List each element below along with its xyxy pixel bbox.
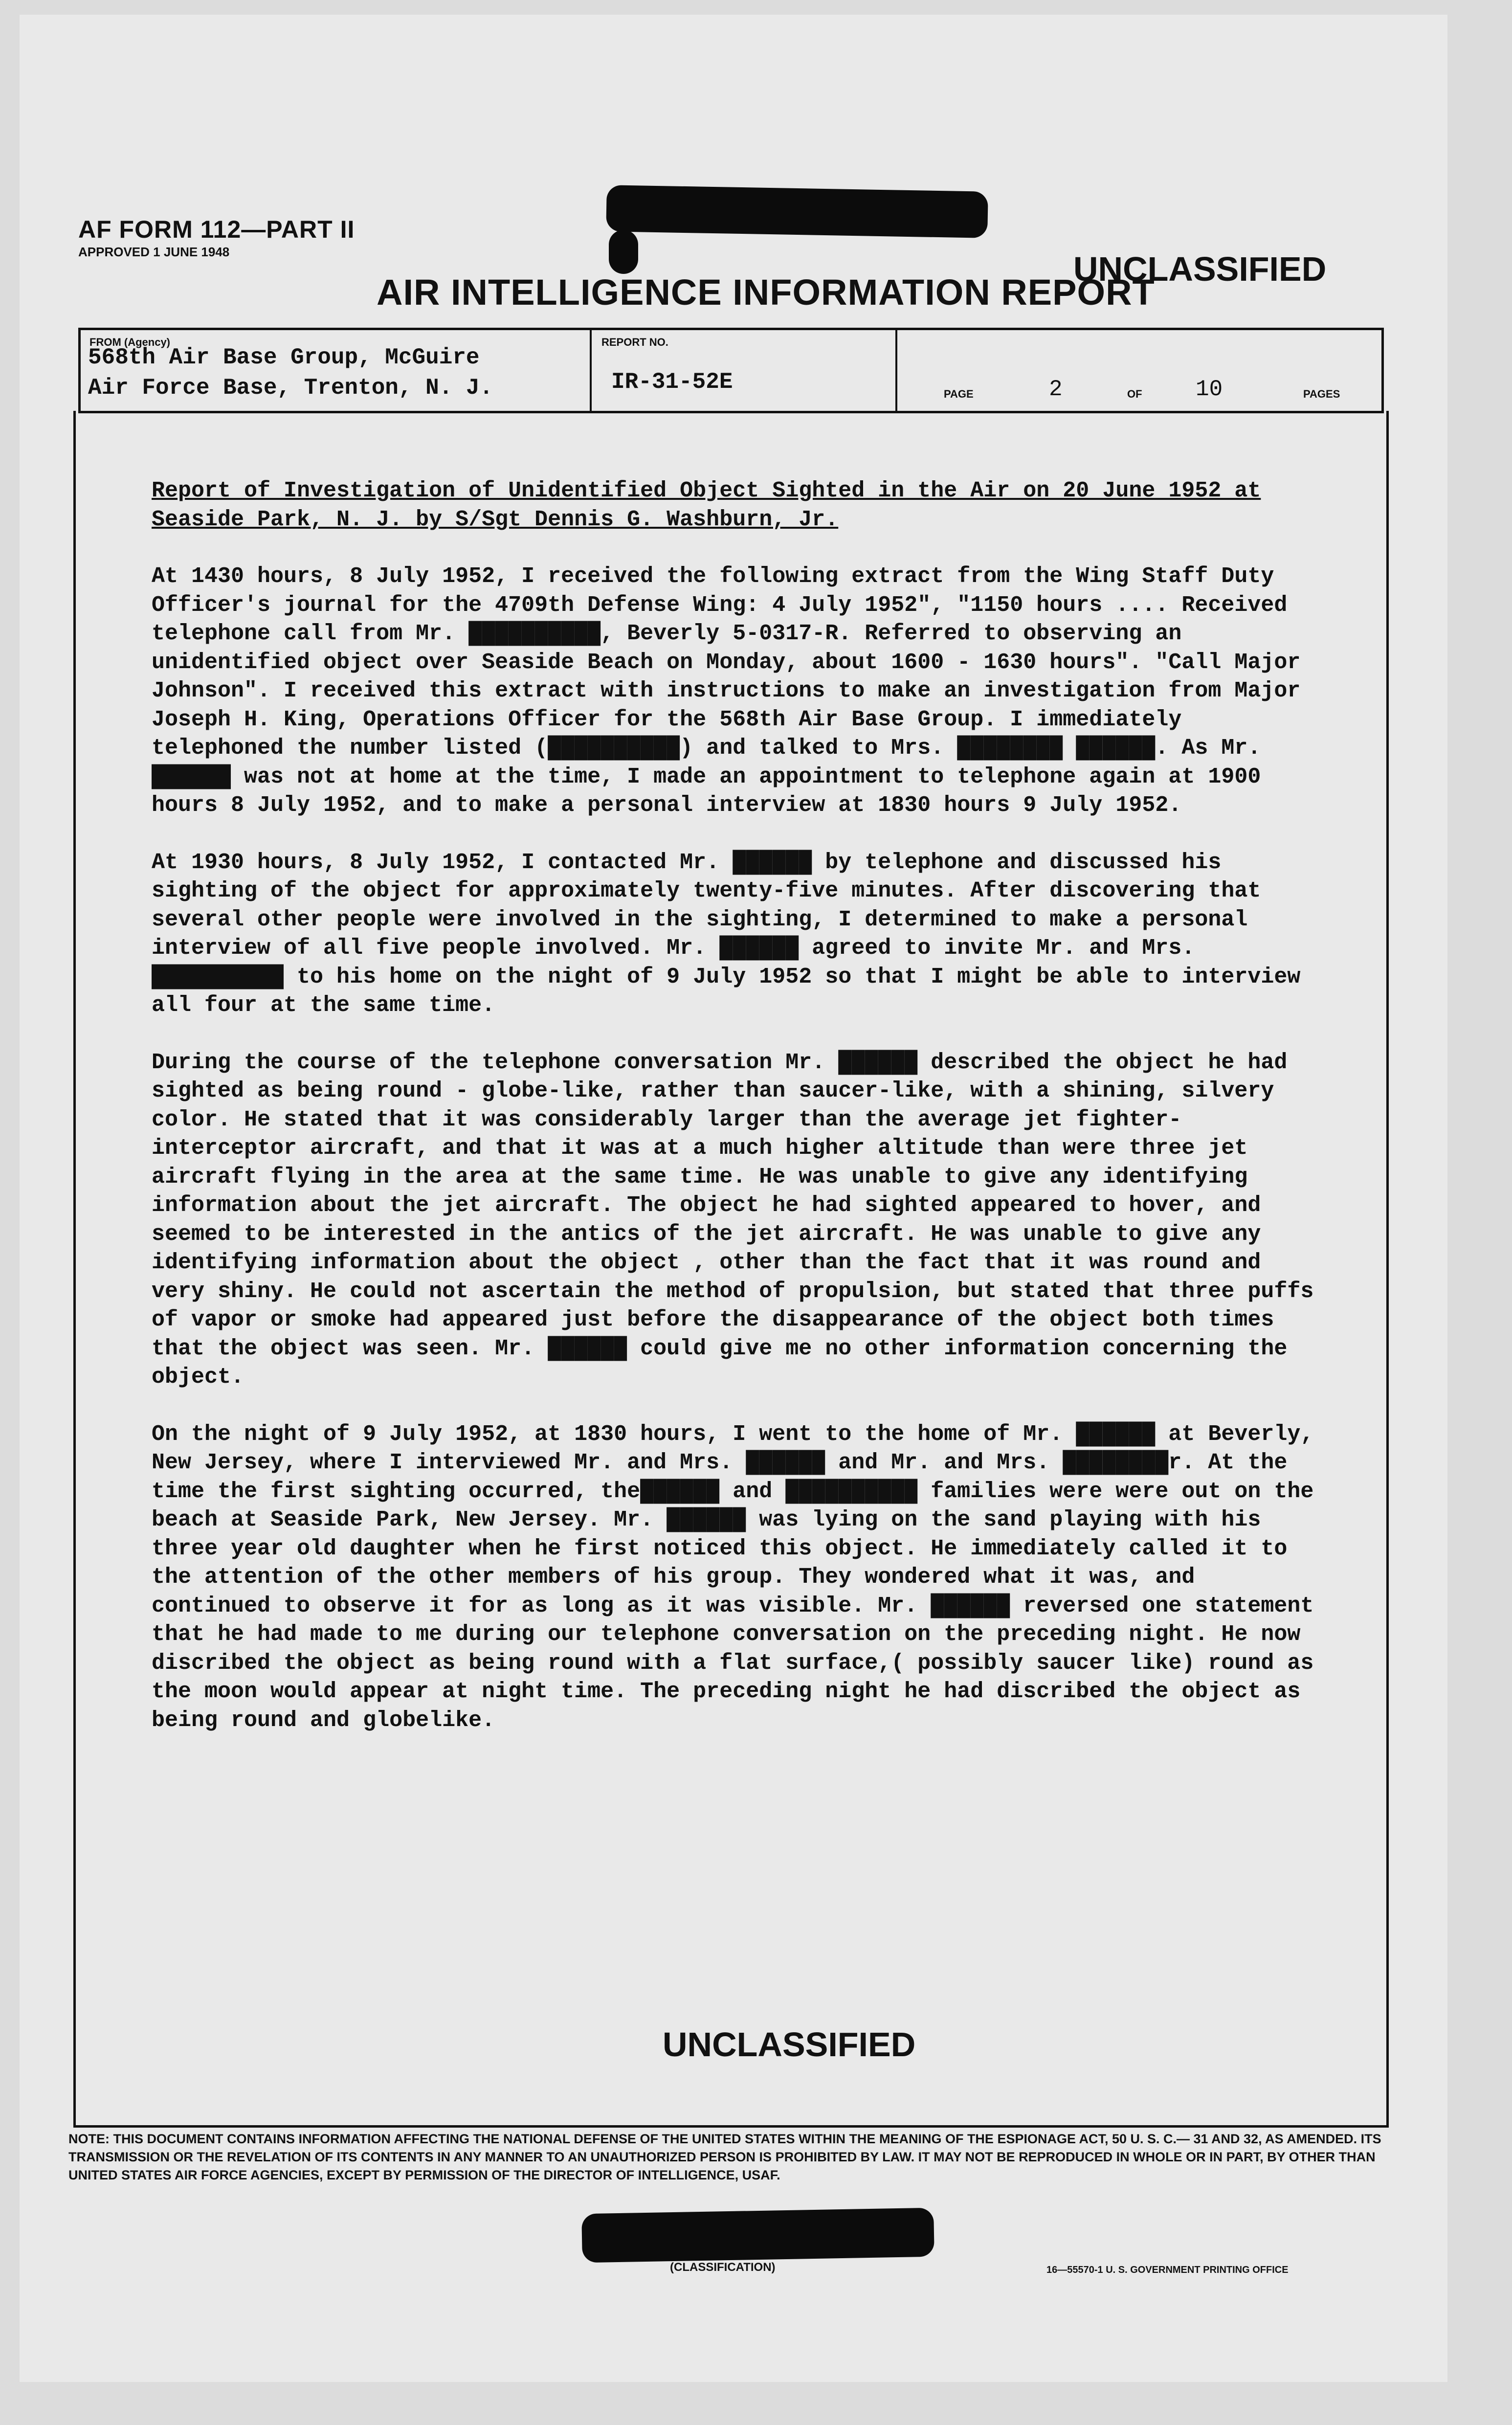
page-label: PAGE	[944, 388, 974, 400]
redaction-top-stamp	[606, 185, 988, 238]
of-label: OF	[1127, 388, 1142, 400]
form-approved-date: APPROVED 1 JUNE 1948	[78, 245, 230, 259]
form-identifier	[78, 215, 355, 260]
from-line-2: Air Force Base, Trenton, N. J.	[88, 375, 493, 401]
pages-label: PAGES	[1303, 388, 1340, 400]
page-number: 2	[1049, 377, 1063, 402]
report-heading: Report of Investigation of Unidentified Object Sighted in the Air on 20 June 1952 at Seaside Park, N. J. by S/Sgt Dennis G. Washburn, Jr.	[152, 478, 1261, 532]
printer-line: 16—55570-1 U. S. GOVERNMENT PRINTING OFFICE	[1046, 2265, 1289, 2275]
body-paragraph-3: During the course of the telephone conversation Mr. ██████ described the object he had sighted as being round - globe-like, rather than saucer-like, with a shining, silvery color. He stated that it was considerably larger than the average jet fighter-interceptor aircraft, and that it was at a much higher altitude than were three jet aircraft flying in the area at the same time. He was unable to give any identifying information about the jet aircraft. The object he had sighted appeared to hover, and seemed to be interested in the antics of the jet aircraft. He was unable to give any identifying information about the object , other than the fact that it was round and very shiny. He could not ascertain the method of propulsion, but stated that three puffs of vapor or smoke had appeared just before the disappearance of the object both times that the object was seen. Mr. ██████ could give me no other information concerning the object.	[152, 1050, 1314, 1390]
report-no-cell	[592, 330, 897, 411]
from-label: FROM (Agency)	[89, 336, 170, 348]
body-paragraph-4: On the night of 9 July 1952, at 1830 hours, I went to the home of Mr. ██████ at Beverly, New Jersey, where I interviewed Mr. and Mrs. ██████ and Mr. and Mrs. ████████r. At the time the first sighting occurred, the██████ and ██████████ families were were out on the beach at Seaside Park, New Jersey. Mr. ██████ was lying on the sand playing with his three year old daughter when he first noticed this object. He immediately called it to the attention of the other members of his group. They wondered what it was, and continued to observe it for as long as it was visible. Mr. ██████ reversed one statement that he had made to me during our telephone conversation on the preceding night. He now discribed the object as being round with a flat surface,( possibly saucer like) round as the moon would appear at night time. The preceding night he had discribed the object as being round and globelike.	[152, 1421, 1314, 1733]
classification-label: (CLASSIFICATION)	[670, 2261, 776, 2274]
report-header	[78, 328, 1384, 413]
report-body	[152, 477, 1315, 1763]
espionage-act-note: NOTE: THIS DOCUMENT CONTAINS INFORMATION AFFECTING THE NATIONAL DEFENSE OF THE UNITED STATES WITHIN THE MEANING OF THE ESPIONAGE ACT, 50 U. S. C.— 31 AND 32, AS AMENDED. ITS TRANSMISSION OR THE REVELATION OF ITS CONTENTS IN ANY MANNER TO AN UNAUTHORIZED PERSON IS PROHIBITED BY LAW. IT MAY NOT BE REPRODUCED IN WHOLE OR IN PART, BY OTHER THAN UNITED STATES AIR FORCE AGENCIES, EXCEPT BY PERMISSION OF THE DIRECTOR OF INTELLIGENCE, USAF.	[68, 2132, 1381, 2182]
redaction-top-stamp-tail	[609, 230, 638, 274]
classification-bottom: UNCLASSIFIED	[663, 2025, 916, 2064]
report-no-value: IR-31-52E	[611, 369, 733, 395]
total-pages: 10	[1196, 377, 1223, 402]
body-paragraph-2: At 1930 hours, 8 July 1952, I contacted Mr. ██████ by telephone and discussed his sighting of the object for approximately twenty-five minutes. After discovering that several other people were involved in the sighting, I determined to make a personal interview of all five people involved. Mr. ██████ agreed to invite Mr. and Mrs. ██████████ to his home on the night of 9 July 1952 so that I might be able to interview all four at the same time.	[152, 850, 1301, 1018]
report-no-label: REPORT NO.	[601, 336, 668, 348]
from-line-1: 568th Air Base Group, McGuire	[88, 345, 480, 370]
from-cell	[81, 330, 592, 411]
page-cell	[897, 330, 1386, 411]
classification-top: UNCLASSIFIED	[1073, 250, 1327, 288]
report-title: AIR INTELLIGENCE INFORMATION REPORT	[377, 272, 1155, 313]
form-number: AF FORM 112—PART II	[78, 216, 355, 243]
redaction-bottom-stamp	[581, 2208, 934, 2263]
body-paragraph-1: At 1430 hours, 8 July 1952, I received the following extract from the Wing Staff Duty Officer's journal for the 4709th Defense Wing: 4 July 1952", "1150 hours .... Received telephone call from Mr. ██████████, Beverly 5-0317-R. Referred to observing an unidentified object over Seaside Beach on Monday, about 1600 - 1630 hours". "Call Major Johnson". I received this extract with instructions to make an investigation from Major Joseph H. King, Operations Officer for the 568th Air Base Group. I immediately telephoned the number listed (██████████) and talked to Mrs. ████████ ██████. As Mr. ██████ was not at home at the time, I made an appointment to telephone again at 1900 hours 8 July 1952, and to make a personal interview at 1830 hours 9 July 1952.	[152, 564, 1301, 818]
